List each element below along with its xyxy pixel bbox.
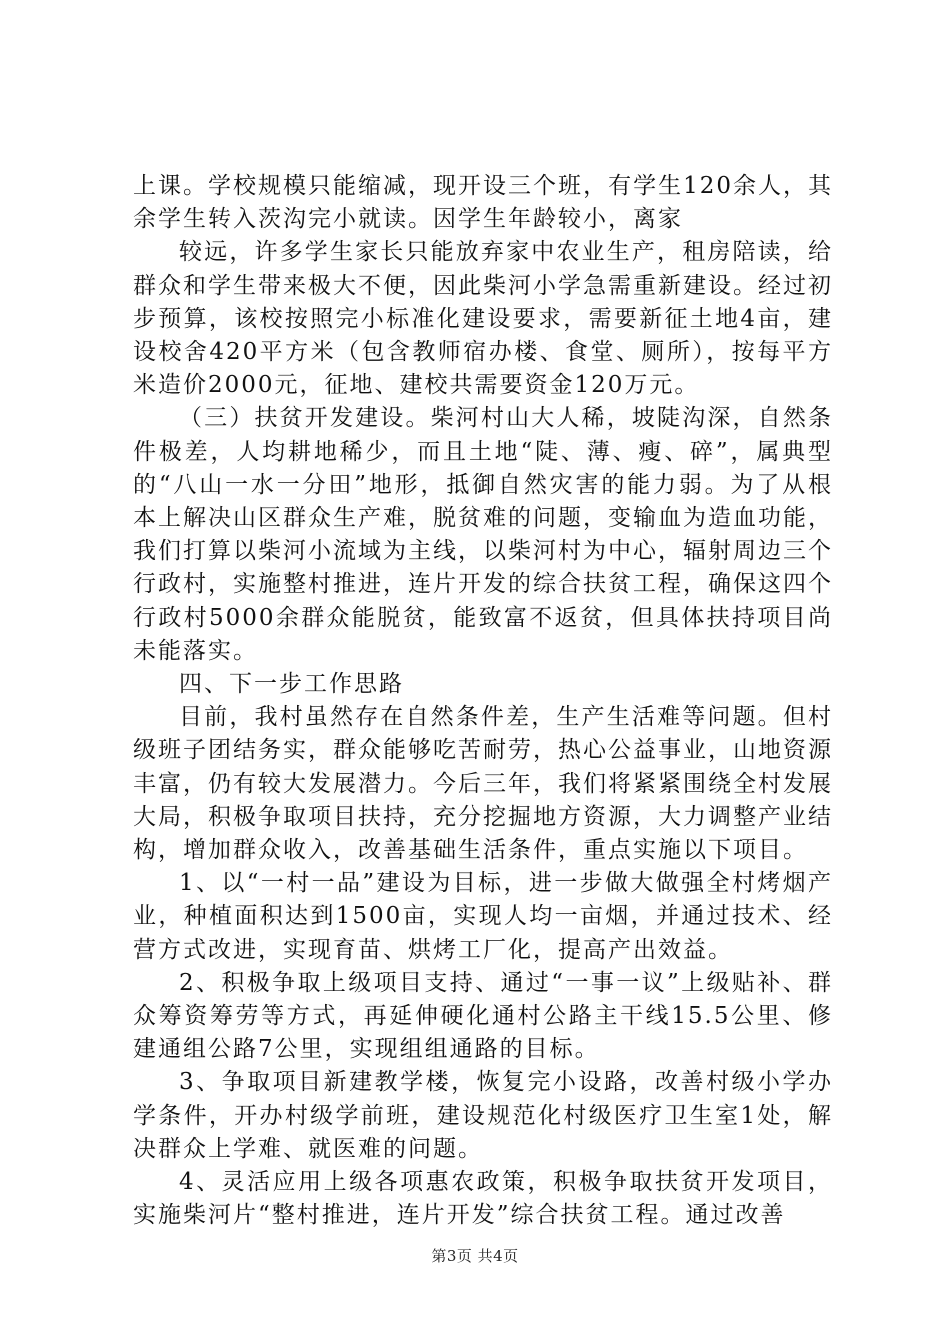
list-item-4: 4、灵活应用上级各项惠农政策，积极争取扶贫开发项目，实施柴河片“整村推进，连片开发”综合扶贫工程。通过改善 [133, 1169, 833, 1229]
paragraph-5: 目前，我村虽然存在自然条件差，生产生活难等问题。但村级班子团结务实，群众能够吃苦耐劳，热心公益事业，山地资源丰富，仍有较大发展潜力。今后三年，我们将紧紧围绕全村发展大局，积极争取项目扶持，充分挖掘地方资源，大力调整产业结构，增加群众收入，改善基础生活条件，重点实施以下项目。 [133, 704, 833, 864]
list-item-3: 3、争取项目新建教学楼，恢复完小设路，改善村级小学办学条件，开办村级学前班，建设规范化村级医疗卫生室1处，解决群众上学难、就医难的问题。 [133, 1069, 833, 1162]
paragraph-3: （三）扶贫开发建设。柴河村山大人稀，坡陡沟深，自然条件极差，人均耕地稀少，而且土地“陡、薄、瘦、碎”，属典型的“八山一水一分田”地形，抵御自然灾害的能力弱。为了从根本上解决山区群众生产难，脱贫难的问题，变输血为造血功能，我们打算以柴河小流域为主线，以柴河村为中心，辐射周边三个行政村，实施整村推进，连片开发的综合扶贫工程，确保这四个行政村5000余群众能脱贫，能致富不返贫，但具体扶持项目尚未能落实。 [133, 405, 833, 664]
document-body [133, 170, 833, 1233]
paragraph-1: 上课。学校规模只能缩减，现开设三个班，有学生120余人，其余学生转入茨沟完小就读。因学生年龄较小，离家 [133, 173, 833, 233]
list-item-1: 1、以“一村一品”建设为目标，进一步做大做强全村烤烟产业，种植面积达到1500亩，实现人均一亩烟，并通过技术、经营方式改进，实现育苗、烘烤工厂化，提高产出效益。 [133, 870, 833, 963]
page-footer: 第3页 共4页 [431, 1247, 519, 1265]
section-heading: 四、下一步工作思路 [179, 671, 404, 698]
list-item-2: 2、积极争取上级项目支持、通过“一事一议”上级贴补、群众筹资筹劳等方式，再延伸硬化通村公路主干线15.5公里、修建通组公路7公里，实现组组通路的目标。 [133, 969, 833, 1063]
paragraph-2: 较远，许多学生家长只能放弃家中农业生产，租房陪读，给群众和学生带来极大不便，因此柴河小学急需重新建设。经过初步预算，该校按照完小标准化建设要求，需要新征土地4亩，建设校舍420平方米（包含教师宿办楼、食堂、厕所），按每平方米造价2000元，征地、建校共需要资金120万元。 [133, 239, 833, 399]
